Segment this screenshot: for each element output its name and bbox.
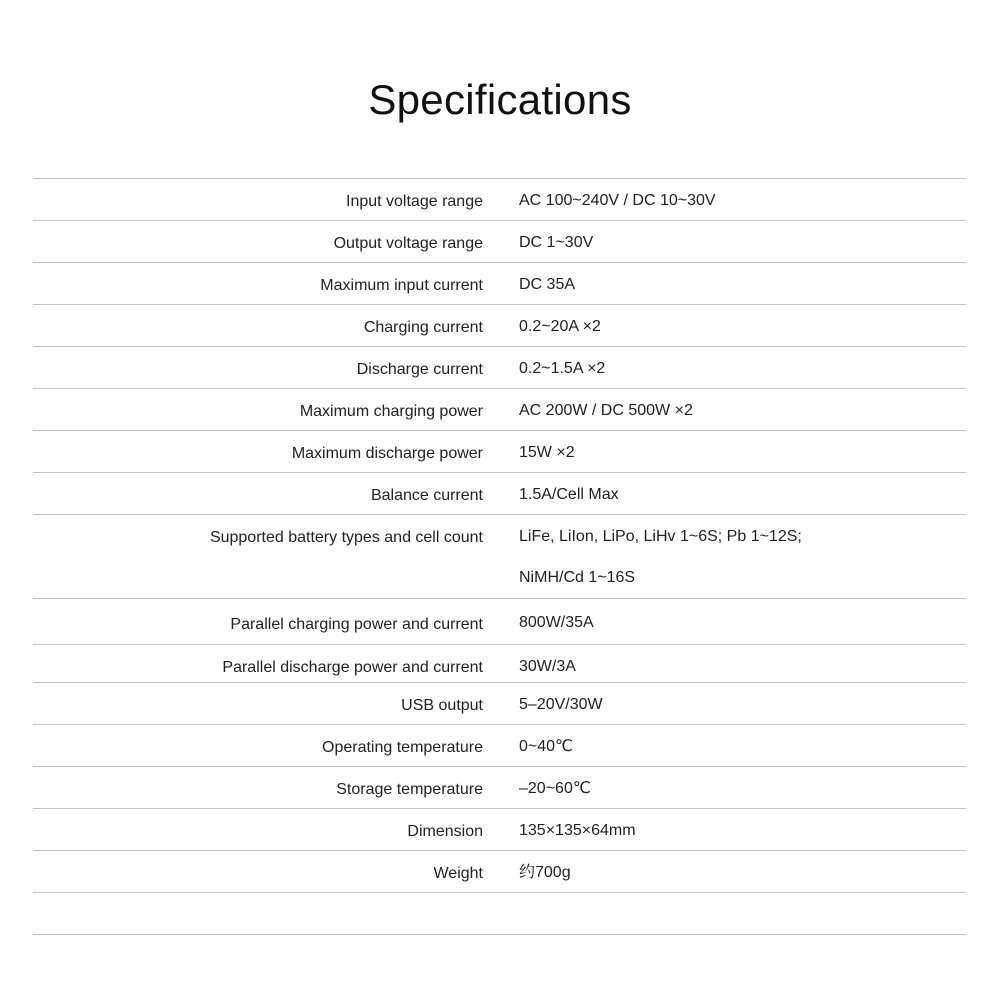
spec-label: Input voltage range bbox=[346, 193, 483, 210]
spec-label: Operating temperature bbox=[322, 739, 483, 756]
spec-row-balance-current bbox=[33, 473, 966, 515]
spec-row-maximum-input-current bbox=[33, 263, 966, 305]
spec-row-maximum-discharge-power bbox=[33, 431, 966, 473]
spec-label: Dimension bbox=[407, 823, 483, 840]
spec-row-operating-temperature bbox=[33, 725, 966, 767]
spec-row-empty bbox=[33, 893, 966, 935]
spec-label: Maximum discharge power bbox=[291, 445, 483, 462]
spec-label: Supported battery types and cell count bbox=[209, 529, 483, 546]
spec-value: 15W ×2 bbox=[519, 444, 575, 461]
spec-label: Discharge current bbox=[356, 361, 483, 378]
spec-label: Charging current bbox=[363, 319, 483, 336]
spec-value-line-1: LiFe, LiIon, LiPo, LiHv 1~6S; Pb 1~12S; bbox=[519, 528, 802, 545]
spec-row-dimension bbox=[33, 809, 966, 851]
spec-row-charging-current bbox=[33, 305, 966, 347]
spec-label: Storage temperature bbox=[336, 781, 483, 798]
spec-label: Maximum charging power bbox=[299, 403, 483, 420]
page-title: Specifications bbox=[368, 76, 632, 123]
spec-row-parallel-charging bbox=[33, 599, 966, 645]
spec-label: Parallel charging power and current bbox=[230, 616, 483, 633]
spec-row-maximum-charging-power bbox=[33, 389, 966, 431]
spec-value: DC 35A bbox=[519, 276, 576, 293]
spec-value: 135×135×64mm bbox=[519, 822, 636, 839]
spec-label: Maximum input current bbox=[320, 277, 483, 294]
spec-row-discharge-current bbox=[33, 347, 966, 389]
spec-label: Parallel discharge power and current bbox=[222, 659, 483, 676]
spec-value: DC 1~30V bbox=[519, 234, 594, 251]
spec-value: 约700g bbox=[519, 864, 571, 881]
spec-value: 0~40℃ bbox=[519, 738, 574, 755]
specifications-table bbox=[33, 178, 966, 935]
spec-label: USB output bbox=[401, 697, 483, 714]
spec-value: 0.2~20A ×2 bbox=[519, 318, 601, 335]
spec-label: Output voltage range bbox=[333, 235, 483, 252]
spec-row-usb-output bbox=[33, 683, 966, 725]
spec-row-output-voltage-range bbox=[33, 221, 966, 263]
spec-value: 1.5A/Cell Max bbox=[519, 486, 619, 503]
spec-value: 0.2~1.5A ×2 bbox=[519, 360, 606, 377]
spec-row-input-voltage-range bbox=[33, 179, 966, 221]
spec-value: 5–20V/30W bbox=[519, 696, 603, 713]
spec-row-supported-battery-types bbox=[33, 515, 966, 599]
spec-value: AC 100~240V / DC 10~30V bbox=[519, 192, 716, 209]
spec-row-storage-temperature bbox=[33, 767, 966, 809]
spec-label: Weight bbox=[433, 865, 483, 882]
spec-row-weight bbox=[33, 851, 966, 893]
spec-value: –20~60℃ bbox=[519, 780, 591, 797]
spec-row-parallel-discharge bbox=[33, 645, 966, 683]
spec-value bbox=[519, 527, 802, 588]
spec-label: Balance current bbox=[370, 487, 483, 504]
spec-value: 30W/3A bbox=[519, 658, 576, 675]
spec-value: AC 200W / DC 500W ×2 bbox=[519, 402, 693, 419]
spec-value: 800W/35A bbox=[519, 614, 594, 631]
spec-value-line-2: NiMH/Cd 1~16S bbox=[519, 569, 636, 586]
